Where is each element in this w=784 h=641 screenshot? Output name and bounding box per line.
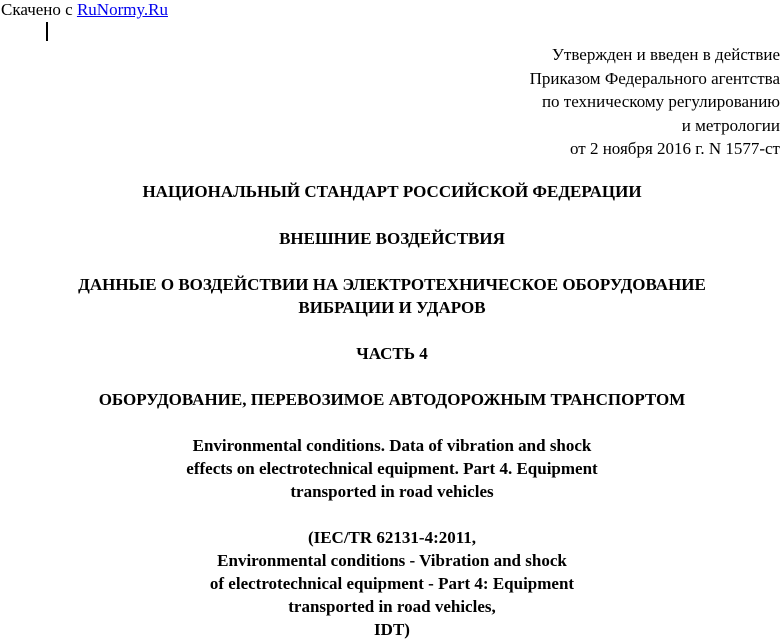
english-title-line: Environmental conditions. Data of vibration and shock [192,436,592,455]
iec-reference-line: (IEC/TR 62131-4:2011, [307,528,477,547]
iec-reference-line: transported in road vehicles, [288,597,496,616]
approval-line: Приказом Федерального агентства [529,68,780,88]
approval-line: по техническому регулированию [541,92,780,111]
iec-reference-line: of electrotechnical equipment - Part 4: Equipment [209,574,575,593]
equipment-title: ОБОРУДОВАНИЕ, ПЕРЕВОЗИМОЕ АВТОДОРОЖНЫМ ТРАНСПОРТОМ [98,390,686,409]
approval-block [530,43,780,161]
data-title-line: ВИБРАЦИИ И УДАРОВ [298,298,486,317]
data-title-line: ДАННЫЕ О ВОЗДЕЙСТВИИ НА ЭЛЕКТРОТЕХНИЧЕСКОЕ ОБОРУДОВАНИЕ [78,275,706,294]
runormy-link[interactable]: RuNormy.Ru [76,0,168,19]
english-title-line: effects on electrotechnical equipment. Part 4. Equipment [186,459,598,478]
text-cursor [46,22,48,41]
part-heading: ЧАСТЬ 4 [356,344,428,363]
english-title [0,434,784,503]
national-standard-title: НАЦИОНАЛЬНЫЙ СТАНДАРТ РОССИЙСКОЙ ФЕДЕРАЦИИ [142,182,642,201]
english-title-line: transported in road vehicles [290,482,494,501]
approval-line: и метрологии [681,115,780,135]
approval-line: Утвержден и введен в действие [551,45,780,64]
iec-reference [0,526,784,641]
iec-reference-line: Environmental conditions - Vibration and shock [217,551,567,570]
approval-line: от 2 ноября 2016 г. N 1577-ст [570,139,780,158]
source-prefix: Скачено с [1,0,77,19]
external-effects-heading: ВНЕШНИЕ ВОЗДЕЙСТВИЯ [279,229,505,248]
iec-reference-line: IDT) [374,620,410,639]
source-line [1,0,168,20]
